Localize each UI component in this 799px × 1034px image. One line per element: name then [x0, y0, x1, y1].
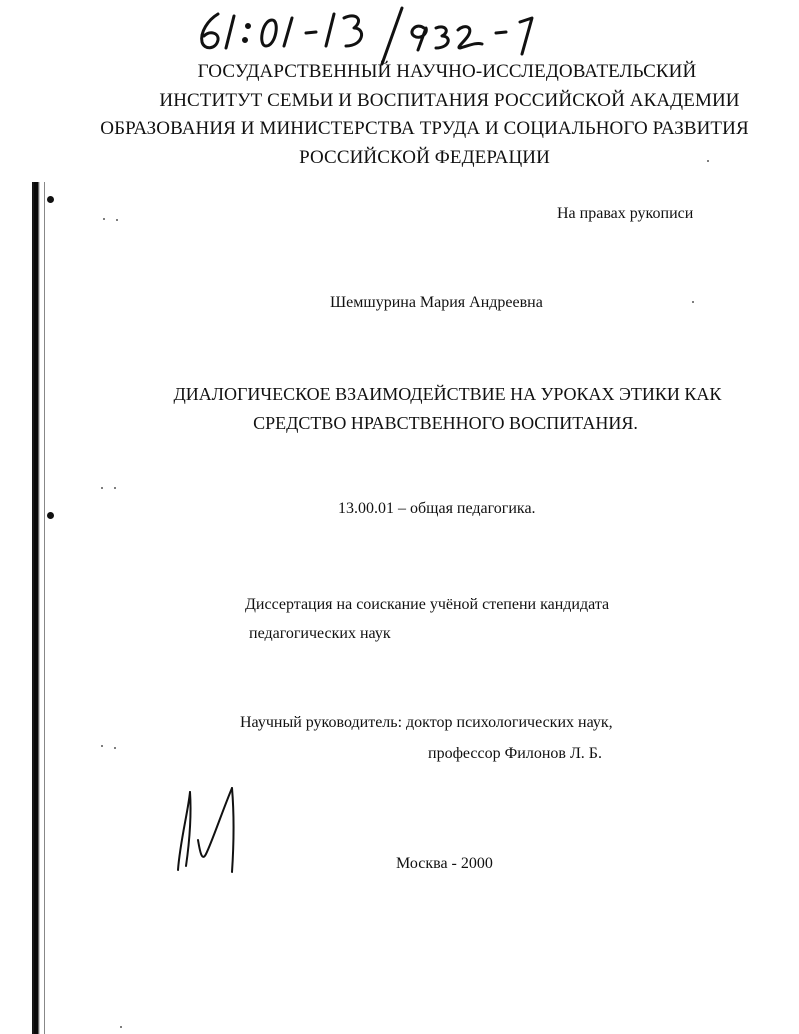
organization-line: РОССИЙСКОЙ ФЕДЕРАЦИИ: [299, 146, 550, 168]
manuscript-rights-note: На правах рукописи: [557, 205, 694, 222]
specialty-code: 13.00.01 – общая педагогика.: [338, 500, 536, 517]
supervisor-name-line: профессор Филонов Л. Б.: [428, 745, 602, 762]
title-line: СРЕДСТВО НРАВСТВЕННОГО ВОСПИТАНИЯ.: [253, 413, 638, 433]
organization-line: ОБРАЗОВАНИЯ И МИНИСТЕРСТВА ТРУДА И СОЦИАЛЬНОГО РАЗВИТИЯ: [100, 118, 749, 139]
degree-statement: [245, 590, 609, 648]
author-name: Шемшурина Мария Андреевна: [330, 294, 543, 311]
handwritten-archive-number: [196, 6, 596, 66]
organization-header: [0, 58, 799, 172]
scan-binding-edge: [34, 182, 38, 1034]
city-and-year: Москва - 2000: [396, 855, 493, 872]
handwritten-signature: [168, 782, 248, 882]
title-line: ДИАЛОГИЧЕСКОЕ ВЗАИМОДЕЙСТВИЕ НА УРОКАХ ЭТИКИ КАК: [173, 384, 722, 404]
supervisor-line: Научный руководитель: доктор психологических наук,: [240, 714, 613, 731]
organization-line: ИНСТИТУТ СЕМЬИ И ВОСПИТАНИЯ РОССИЙСКОЙ АКАДЕМИИ: [159, 89, 740, 111]
organization-line: ГОСУДАРСТВЕННЫЙ НАУЧНО-ИССЛЕДОВАТЕЛЬСКИЙ: [197, 61, 697, 82]
degree-line: Диссертация на соискание учёной степени кандидата: [245, 596, 610, 613]
punch-hole-middle: [47, 512, 54, 519]
scan-binding-line: [44, 182, 45, 1034]
signature-drawing: [168, 782, 248, 882]
scientific-supervisor: [240, 707, 613, 769]
scan-speck: [101, 745, 103, 747]
scan-speck: [101, 487, 103, 489]
scan-speck: [114, 487, 116, 489]
scan-speck: [692, 301, 694, 303]
scan-speck: [114, 747, 116, 749]
handwritten-archive-number-drawing: [196, 6, 596, 66]
punch-hole-top: [47, 196, 54, 203]
scan-speck: [116, 219, 118, 221]
degree-line: педагогических наук: [249, 625, 391, 642]
scan-speck: [103, 218, 105, 220]
scan-speck: [120, 1026, 122, 1028]
dissertation-title: [0, 380, 799, 438]
